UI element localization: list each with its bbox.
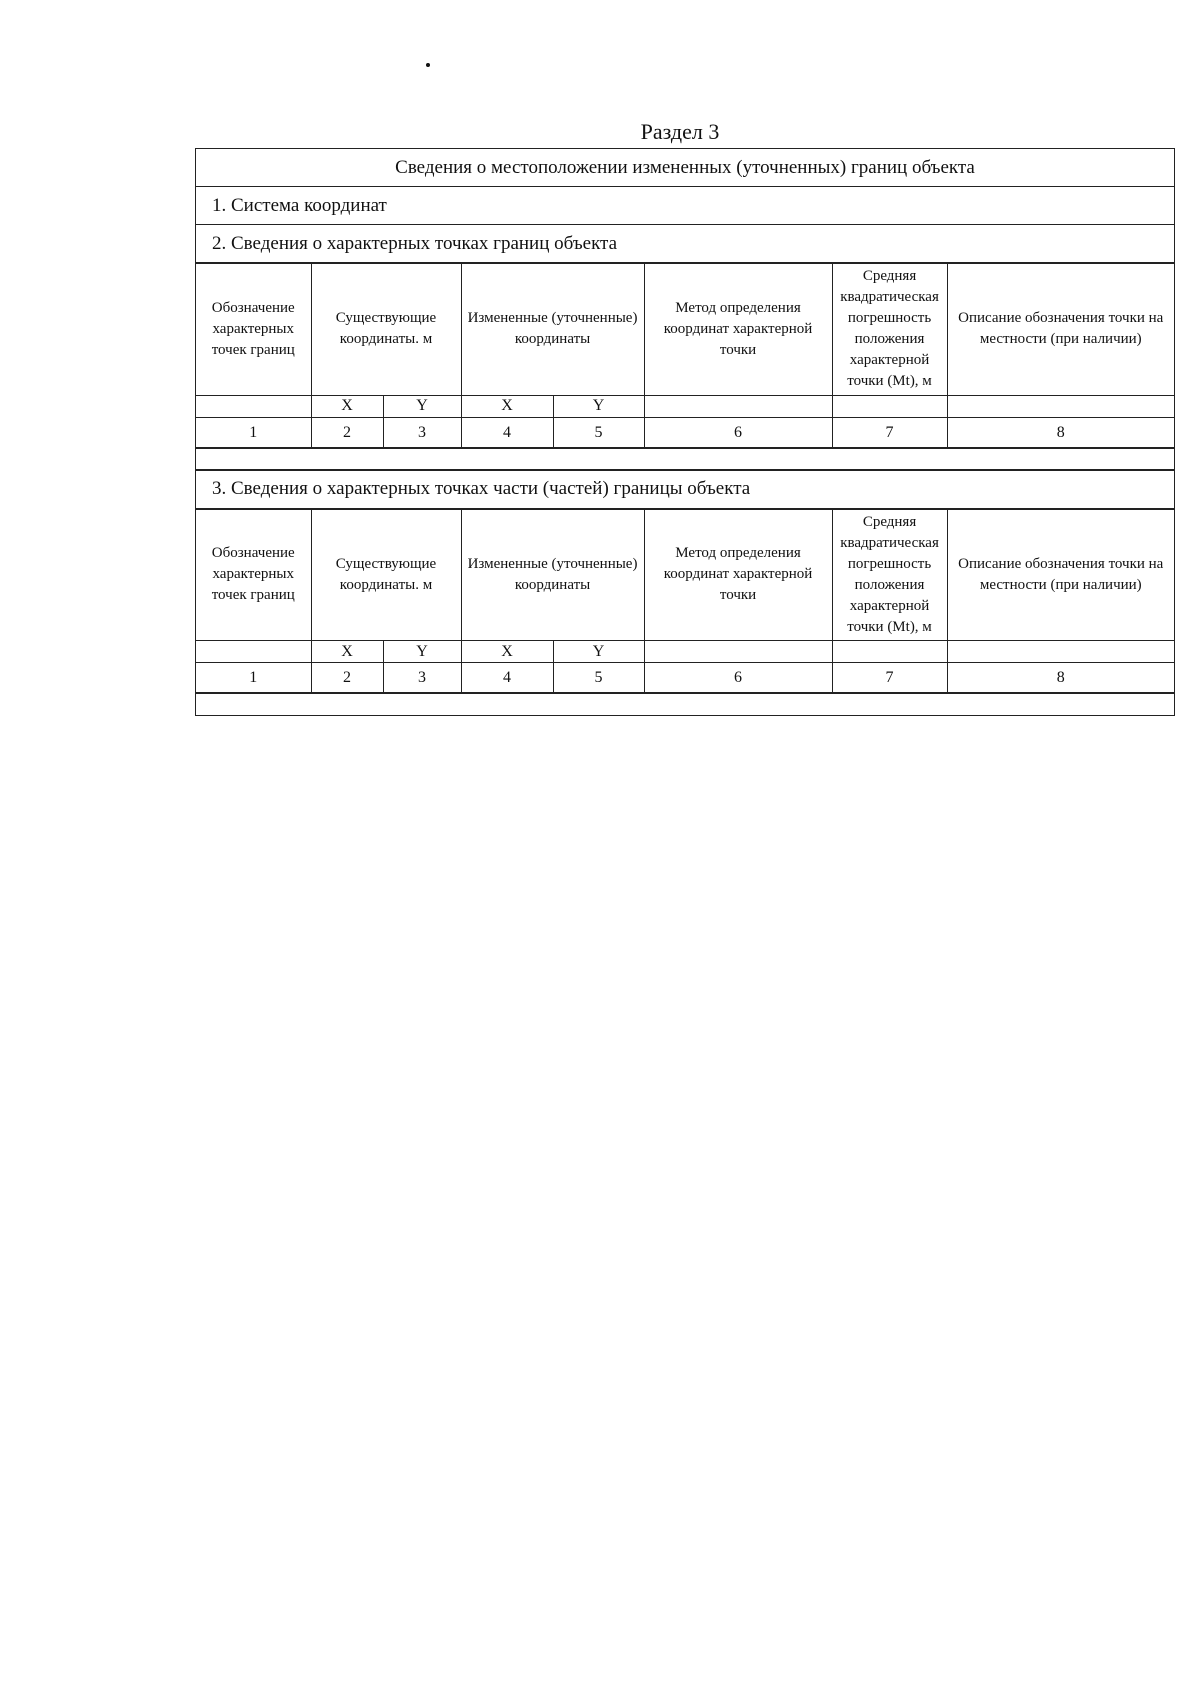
empty-data-row xyxy=(196,693,1174,715)
changed-y-header: Y xyxy=(553,641,644,663)
header-row xyxy=(196,509,1174,641)
col-changed-header: Измененные (уточненные) координаты xyxy=(461,509,644,641)
empty-data-row xyxy=(196,448,1174,470)
empty-cell xyxy=(644,641,832,663)
existing-y-header: Y xyxy=(383,641,461,663)
col-existing-header: Существующие координаты. м xyxy=(311,509,461,641)
column-number: 1 xyxy=(196,663,311,693)
empty-cell xyxy=(196,395,311,417)
column-number: 7 xyxy=(832,417,947,447)
boundary-form xyxy=(195,148,1175,716)
column-number-row xyxy=(196,663,1174,693)
column-number: 6 xyxy=(644,663,832,693)
section-title: Раздел 3 xyxy=(640,119,720,144)
col-description-header: Описание обозначения точки на местности (при наличии) xyxy=(947,509,1174,641)
col-error-header: Средняя квадратическая погрешность положения характерной точки (Mt), м xyxy=(832,263,947,395)
empty-cell xyxy=(196,641,311,663)
xy-row xyxy=(196,395,1174,417)
column-number: 3 xyxy=(383,663,461,693)
col-existing-header: Существующие координаты. м xyxy=(311,263,461,395)
column-number: 8 xyxy=(947,663,1174,693)
col-changed-header: Измененные (уточненные) координаты xyxy=(461,263,644,395)
empty-cell xyxy=(947,395,1174,417)
empty-cell xyxy=(832,395,947,417)
xy-row xyxy=(196,641,1174,663)
column-number-row xyxy=(196,417,1174,447)
column-number: 5 xyxy=(553,417,644,447)
column-number: 5 xyxy=(553,663,644,693)
column-number: 1 xyxy=(196,417,311,447)
empty-cell xyxy=(947,641,1174,663)
column-number: 3 xyxy=(383,417,461,447)
col-designation-header: Обозначение характерных точек границ xyxy=(196,509,311,641)
changed-x-header: X xyxy=(461,395,553,417)
scan-speck xyxy=(426,63,430,67)
column-number: 4 xyxy=(461,663,553,693)
part-boundary-points-table xyxy=(196,508,1174,694)
existing-x-header: X xyxy=(311,641,383,663)
changed-y-header: Y xyxy=(553,395,644,417)
empty-cell xyxy=(644,395,832,417)
col-method-header: Метод определения координат характерной точки xyxy=(644,509,832,641)
column-number: 6 xyxy=(644,417,832,447)
changed-x-header: X xyxy=(461,641,553,663)
column-number: 4 xyxy=(461,417,553,447)
boundary-points-table xyxy=(196,262,1174,448)
existing-x-header: X xyxy=(311,395,383,417)
block3-title: 3. Сведения о характерных точках части (частей) границы объекта xyxy=(212,478,751,499)
column-number: 2 xyxy=(311,663,383,693)
form-title: Сведения о местоположении измененных (уточненных) границ объекта xyxy=(196,149,1174,187)
col-method-header: Метод определения координат характерной точки xyxy=(644,263,832,395)
column-number: 7 xyxy=(832,663,947,693)
header-row xyxy=(196,263,1174,395)
empty-cell xyxy=(832,641,947,663)
column-number: 2 xyxy=(311,417,383,447)
column-number: 8 xyxy=(947,417,1174,447)
existing-y-header: Y xyxy=(383,395,461,417)
block2-title: 2. Сведения о характерных точках границ объекта xyxy=(212,232,618,254)
col-description-header: Описание обозначения точки на местности (при наличии) xyxy=(947,263,1174,395)
col-designation-header: Обозначение характерных точек границ xyxy=(196,263,311,395)
coordinate-system-label: 1. Система координат xyxy=(196,187,1174,225)
col-error-header: Средняя квадратическая погрешность положения характерной точки (Mt), м xyxy=(832,509,947,641)
